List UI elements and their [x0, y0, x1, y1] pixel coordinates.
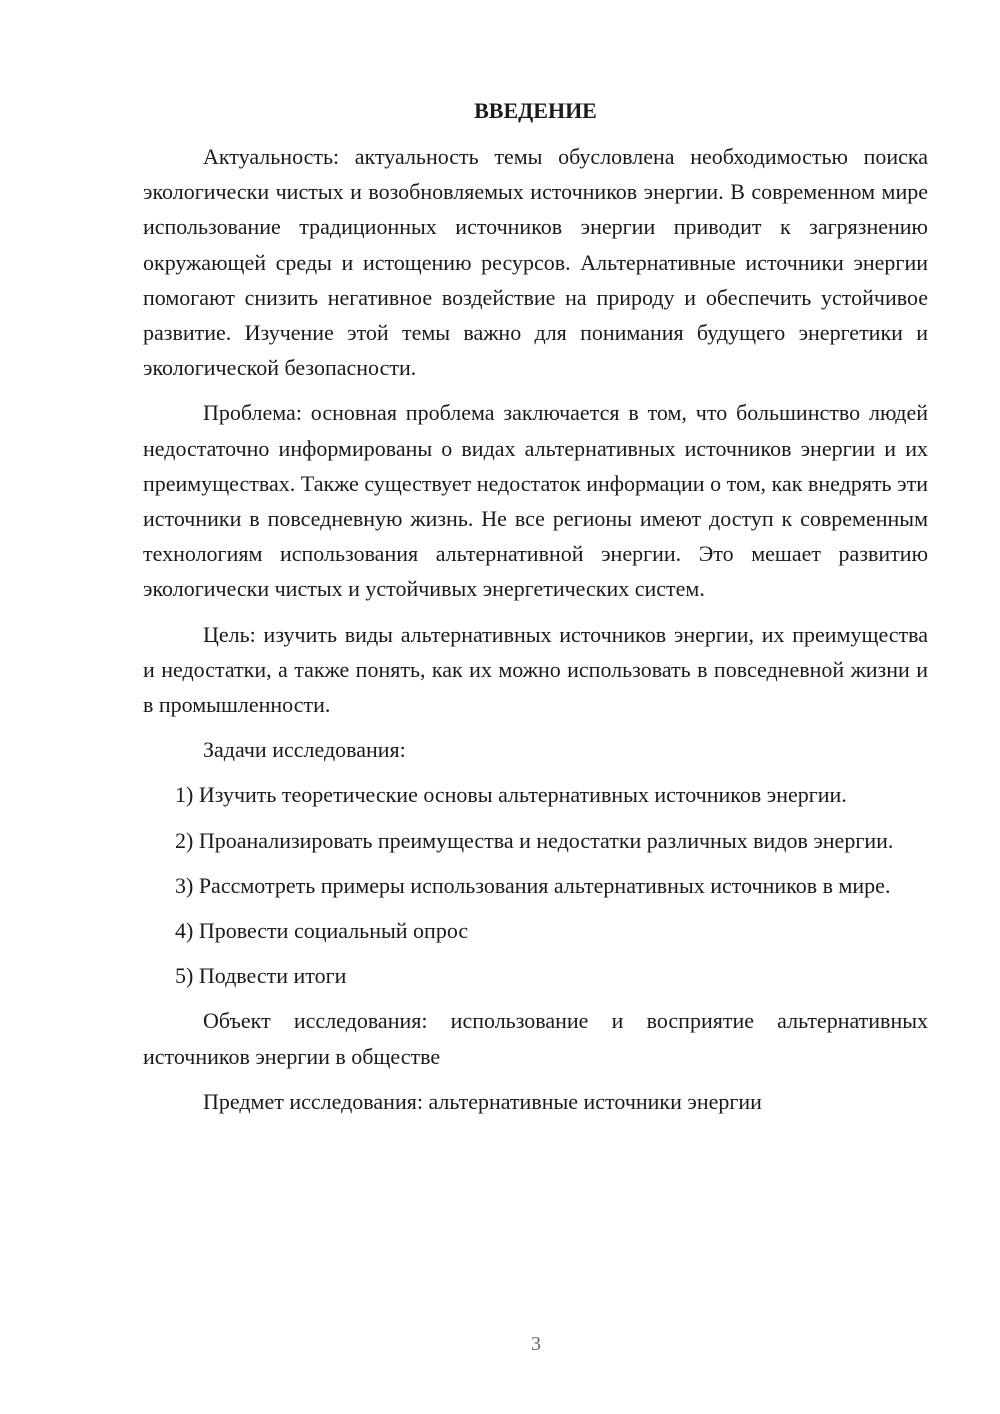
object-paragraph: Объект исследования: использование и восприятие альтернативных источников энергии в обществе	[143, 1008, 928, 1069]
problem-paragraph: Проблема: основная проблема заключается в том, что большинство людей недостаточно информированы о видах альтернативных источников энергии и их преимуществах. Также существует недостаток информации о том, как внедрять эти источники в повседневную жизнь. Не все регионы имеют доступ к современным технологиям использования альтернативной энергии. Это мешает развитию экологически чистых и устойчивых энергетических систем.	[143, 400, 928, 602]
page-number: 3	[531, 1333, 541, 1355]
task-item: 5) Подвести итоги	[175, 963, 347, 989]
subject-paragraph: Предмет исследования: альтернативные источники энергии	[203, 1088, 762, 1114]
page-content	[143, 94, 928, 1129]
tasks-list	[143, 777, 928, 993]
task-item: 2) Проанализировать преимущества и недостатки различных видов энергии.	[175, 827, 894, 853]
task-item: 3) Рассмотреть примеры использования альтернативных источников в мире.	[175, 872, 891, 898]
page-title: ВВЕДЕНИЕ	[474, 98, 597, 123]
task-item: 4) Провести социальный опрос	[175, 918, 469, 944]
relevance-paragraph: Актуальность: актуальность темы обусловлена необходимостью поиска экологически чистых и возобновляемых источников энергии. В современном мире использование традиционных источников энергии приводит к загрязнению окружающей среды и истощению ресурсов. Альтернативные источники энергии помогают снизить негативное воздействие на природу и обеспечить устойчивое развитие. Изучение этой темы важно для понимания будущего энергетики и экологической безопасности.	[143, 144, 928, 381]
tasks-heading: Задачи исследования:	[203, 737, 406, 763]
task-item: 1) Изучить теоретические основы альтернативных источников энергии.	[175, 782, 847, 808]
goal-paragraph: Цель: изучить виды альтернативных источников энергии, их преимущества и недостатки, а также понять, как их можно использовать в повседневной жизни и в промышленности.	[143, 621, 928, 718]
